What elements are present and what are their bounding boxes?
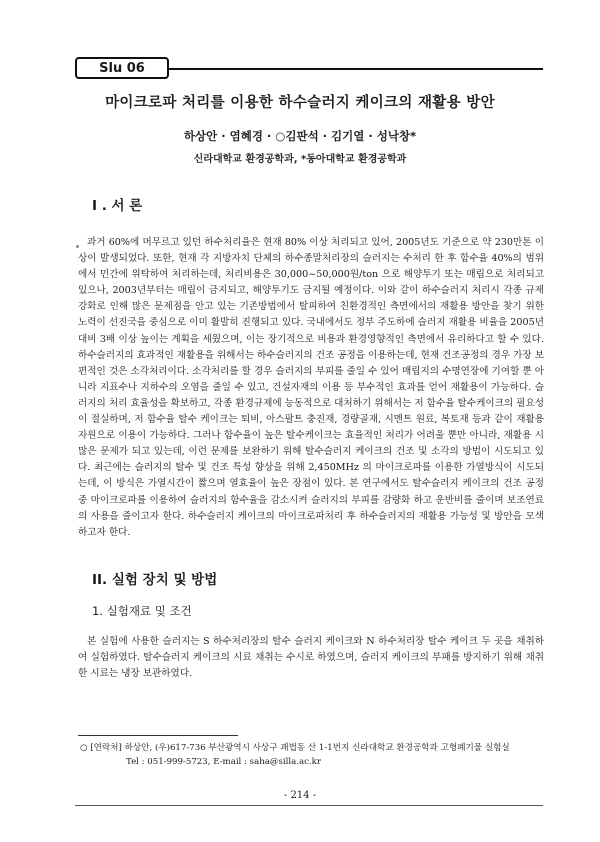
materials-paragraph: 본 실험에 사용한 슬러지는 S 하수처리장의 탈수 슬러지 케이크와 N 하수처리장 탈수 케이크 두 곳을 채취하여 실험하였다. 탈수슬러지 케이크의 시료 채취는 수시로 하였으며, 슬러지 케이크의 부패를 방지하기 위해 채취한 시료는 냉장 보관하였다. xyxy=(78,636,544,680)
paper-title: 마이크로파 처리를 이용한 하수슬러지 케이크의 재활용 방안 xyxy=(105,95,495,111)
contact-footnote xyxy=(80,741,550,769)
introduction-paragraph: 과거 60%에 머무르고 있던 하수처리율은 현재 80% 이상 처리되고 있어, 2005년도 기준으로 약 230만톤 이상이 발생되었다. 또한, 현재 각 지방자치 단체의 하수종말처리장의 슬러지는 수처리 한 후 함수율 40%의 범위에서 민간에 위탁하여 처리하는데, 처리비용은 30,000~50,000원/ton 으로 해양투기 또는 매립으로 처리되고 있으나, 2003년부터는 매립이 금지되고, 해양투기도 금지될 예정이다. 이와 같이 하수슬러지 처리시 각종 규제강화로 인해 많은 문제점을 안고 있는 기존방법에서 탈피하여 친환경적인 측면에서의 재활용 방안을 찾기 위한 노력이 선진국을 중심으로 이미 활발히 진행되고 있다. 국내에서도 정부 주도하에 슬러지 재활용 비율을 2005년 대비 3배 이상 높이는 계획을 세웠으며, 이는 장기적으로 비용과 환경영향적인 측면에서 유리하다고 할 수 있다. 하수슬러지의 효과적인 재활용을 위해서는 하수슬러지의 건조 공정을 이용하는데, 현재 건조공정의 경우 가장 보편적인 것은 소각처리이다. 소각처리를 할 경우 슬러지의 부피를 줄일 수 있어 매립지의 수명연장에 기여할 뿐 아니라 지표수나 지하수의 오염을 줄일 수 있고, 건설자재의 이용 등 부수적인 효과를 얻어 재활용이 가능하다. 슬러지의 처리 효율성을 확보하고, 각종 환경규제에 능동적으로 대처하기 위해서는 저 함수율 탈수케이크의 필요성이 절실하며, 저 함수율 탈수 케이크는 퇴비, 아스팔트 충진재, 경량골재, 시멘트 원료, 복토재 등과 같이 재활용 자원으로 이용이 가능하다. 그러나 함수율이 높은 탈수케이크는 효율적인 처리가 어려울 뿐만 아니라, 재활용 시 많은 문제가 되고 있는데, 이런 문제를 보완하기 위해 탈수슬러지 케이크의 건조 및 소각의 방법이 시도되고 있다. 최근에는 슬러지의 탈수 및 건조 특성 향상을 위해 2,450MHz 의 마이크로파를 이용한 가열방식이 시도되는데, 이 방식은 가열시간이 짧으며 열효율이 높은 장점이 있다. 본 연구에서도 탈수슬러지 케이크의 건조 공정 중 마이크로파를 이용하여 슬러지의 함수율을 감소시켜 슬러지의 부피를 감량화 하고 운반비를 줄이며 보조연료의 사용을 줄이고자 한다. 하수슬러지 케이크의 마이크로파처리 후 하수슬러지의 재활용 가능성 및 방안을 모색하고자 한다. xyxy=(78,237,544,538)
header-rule xyxy=(169,68,543,70)
affiliation: 신라대학교 환경공학과, *동아대학교 환경공학과 xyxy=(193,154,407,165)
footnote-contact: Tel : 051-999-5723, E-mail : saha@silla.ac.kr xyxy=(126,757,321,767)
footnote-address: ○ [연락처] 하상안, (우)617-736 부산광역시 사상구 괘법동 산 1-1번지 신라대학교 환경공학과 고형폐기물 실험실 xyxy=(80,743,510,753)
footer-rule xyxy=(75,805,543,806)
section-heading-methods: II. 실험 장치 및 방법 xyxy=(92,572,218,588)
subsection-heading-materials: 1. 실험재료 및 조건 xyxy=(92,604,192,618)
section-heading-introduction: I . 서 론 xyxy=(92,198,143,214)
page-number: - 214 - xyxy=(283,790,317,801)
session-label: Slu 06 xyxy=(75,57,169,79)
footnote-rule xyxy=(78,735,238,736)
author-list: 하상안 · 염혜경 · ○김판석 · 김기열 · 성낙창* xyxy=(183,129,417,143)
